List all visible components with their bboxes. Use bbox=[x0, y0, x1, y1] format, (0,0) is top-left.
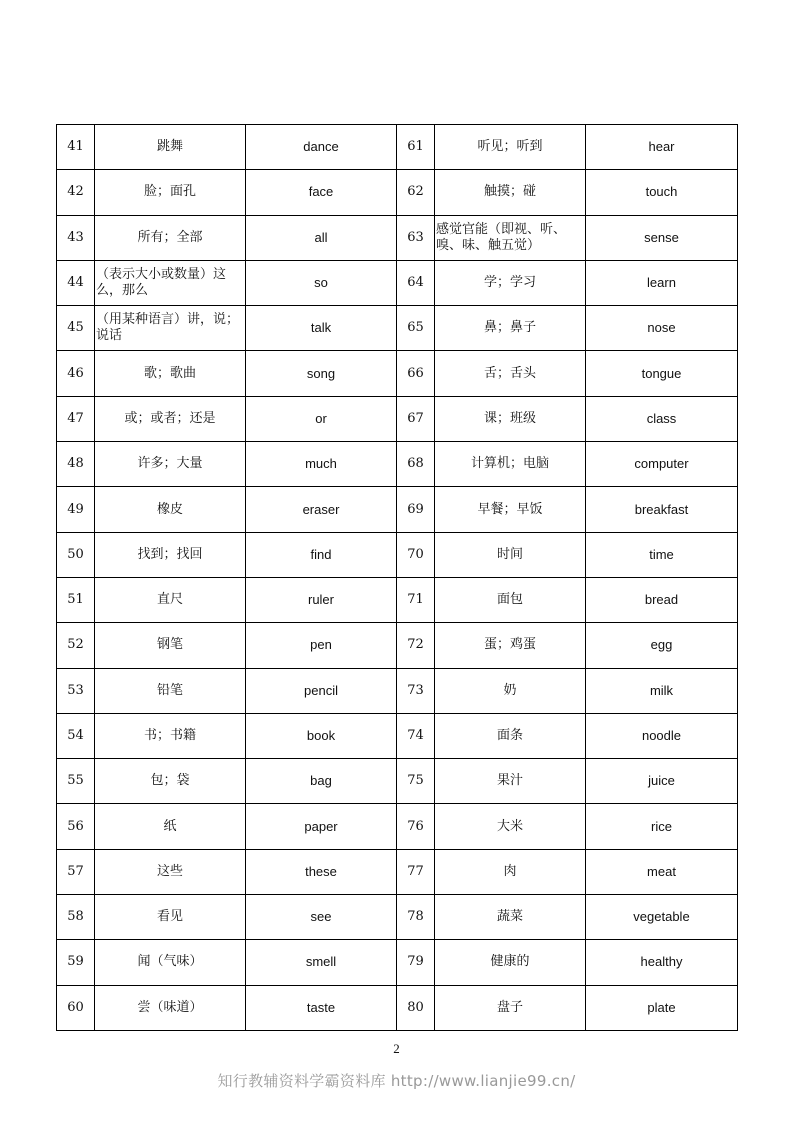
table-row bbox=[57, 940, 738, 985]
chinese-meaning: 奶 bbox=[435, 668, 586, 713]
table-row bbox=[57, 396, 738, 441]
english-word: tongue bbox=[586, 351, 738, 396]
chinese-meaning: 课；班级 bbox=[435, 396, 586, 441]
table-row bbox=[57, 577, 738, 622]
entry-number: 42 bbox=[57, 170, 95, 215]
table-row bbox=[57, 260, 738, 305]
english-word: plate bbox=[586, 985, 738, 1030]
table-row bbox=[57, 668, 738, 713]
chinese-meaning: 跳舞 bbox=[95, 125, 246, 170]
chinese-meaning: 橡皮 bbox=[95, 487, 246, 532]
chinese-meaning: （表示大小或数量）这么，那么 bbox=[95, 260, 246, 305]
chinese-meaning: 肉 bbox=[435, 849, 586, 894]
entry-number: 64 bbox=[397, 260, 435, 305]
vocabulary-table bbox=[56, 124, 738, 1031]
chinese-meaning: 听见；听到 bbox=[435, 125, 586, 170]
entry-number: 76 bbox=[397, 804, 435, 849]
entry-number: 71 bbox=[397, 577, 435, 622]
entry-number: 70 bbox=[397, 532, 435, 577]
english-word: so bbox=[246, 260, 397, 305]
chinese-meaning: 面包 bbox=[435, 577, 586, 622]
entry-number: 46 bbox=[57, 351, 95, 396]
chinese-meaning: 许多；大量 bbox=[95, 442, 246, 487]
entry-number: 55 bbox=[57, 759, 95, 804]
english-word: juice bbox=[586, 759, 738, 804]
table-row bbox=[57, 804, 738, 849]
chinese-meaning: 舌；舌头 bbox=[435, 351, 586, 396]
chinese-meaning: 健康的 bbox=[435, 940, 586, 985]
entry-number: 47 bbox=[57, 396, 95, 441]
chinese-meaning: 蛋；鸡蛋 bbox=[435, 623, 586, 668]
table-row bbox=[57, 306, 738, 351]
english-word: egg bbox=[586, 623, 738, 668]
english-word: much bbox=[246, 442, 397, 487]
english-word: eraser bbox=[246, 487, 397, 532]
chinese-meaning: 包；袋 bbox=[95, 759, 246, 804]
entry-number: 68 bbox=[397, 442, 435, 487]
entry-number: 53 bbox=[57, 668, 95, 713]
chinese-meaning: 早餐；早饭 bbox=[435, 487, 586, 532]
entry-number: 72 bbox=[397, 623, 435, 668]
english-word: see bbox=[246, 895, 397, 940]
entry-number: 62 bbox=[397, 170, 435, 215]
footer-watermark: 知行教辅资料学霸资料库 http://www.lianjie99.cn/ bbox=[217, 1072, 576, 1090]
vocabulary-table-body bbox=[57, 125, 738, 1031]
english-word: pen bbox=[246, 623, 397, 668]
english-word: ruler bbox=[246, 577, 397, 622]
chinese-meaning: 闻（气味） bbox=[95, 940, 246, 985]
entry-number: 66 bbox=[397, 351, 435, 396]
english-word: all bbox=[246, 215, 397, 260]
entry-number: 48 bbox=[57, 442, 95, 487]
entry-number: 54 bbox=[57, 713, 95, 758]
entry-number: 49 bbox=[57, 487, 95, 532]
chinese-meaning: 盘子 bbox=[435, 985, 586, 1030]
english-word: learn bbox=[586, 260, 738, 305]
english-word: noodle bbox=[586, 713, 738, 758]
entry-number: 44 bbox=[57, 260, 95, 305]
english-word: time bbox=[586, 532, 738, 577]
table-row bbox=[57, 215, 738, 260]
english-word: paper bbox=[246, 804, 397, 849]
chinese-meaning: 书；书籍 bbox=[95, 713, 246, 758]
english-word: vegetable bbox=[586, 895, 738, 940]
chinese-meaning: 面条 bbox=[435, 713, 586, 758]
chinese-meaning: 尝（味道） bbox=[95, 985, 246, 1030]
english-word: or bbox=[246, 396, 397, 441]
entry-number: 63 bbox=[397, 215, 435, 260]
entry-number: 74 bbox=[397, 713, 435, 758]
english-word: class bbox=[586, 396, 738, 441]
chinese-meaning: 感觉官能（即视、听、嗅、味、触五觉） bbox=[435, 215, 586, 260]
chinese-meaning: 纸 bbox=[95, 804, 246, 849]
english-word: breakfast bbox=[586, 487, 738, 532]
english-word: book bbox=[246, 713, 397, 758]
entry-number: 73 bbox=[397, 668, 435, 713]
entry-number: 60 bbox=[57, 985, 95, 1030]
table-row bbox=[57, 442, 738, 487]
table-row bbox=[57, 849, 738, 894]
chinese-meaning: 计算机；电脑 bbox=[435, 442, 586, 487]
english-word: find bbox=[246, 532, 397, 577]
chinese-meaning: 直尺 bbox=[95, 577, 246, 622]
page-number: 2 bbox=[393, 1041, 400, 1056]
chinese-meaning: 脸；面孔 bbox=[95, 170, 246, 215]
entry-number: 79 bbox=[397, 940, 435, 985]
entry-number: 41 bbox=[57, 125, 95, 170]
chinese-meaning: 时间 bbox=[435, 532, 586, 577]
chinese-meaning: 找到；找回 bbox=[95, 532, 246, 577]
chinese-meaning: 大米 bbox=[435, 804, 586, 849]
entry-number: 69 bbox=[397, 487, 435, 532]
table-row bbox=[57, 713, 738, 758]
english-word: bread bbox=[586, 577, 738, 622]
entry-number: 65 bbox=[397, 306, 435, 351]
english-word: these bbox=[246, 849, 397, 894]
english-word: rice bbox=[586, 804, 738, 849]
chinese-meaning: 或；或者；还是 bbox=[95, 396, 246, 441]
chinese-meaning: 钢笔 bbox=[95, 623, 246, 668]
entry-number: 75 bbox=[397, 759, 435, 804]
entry-number: 59 bbox=[57, 940, 95, 985]
entry-number: 43 bbox=[57, 215, 95, 260]
chinese-meaning: 鼻；鼻子 bbox=[435, 306, 586, 351]
table-row bbox=[57, 532, 738, 577]
entry-number: 52 bbox=[57, 623, 95, 668]
table-row bbox=[57, 487, 738, 532]
entry-number: 77 bbox=[397, 849, 435, 894]
table-row bbox=[57, 895, 738, 940]
english-word: pencil bbox=[246, 668, 397, 713]
entry-number: 50 bbox=[57, 532, 95, 577]
chinese-meaning: 这些 bbox=[95, 849, 246, 894]
english-word: milk bbox=[586, 668, 738, 713]
english-word: touch bbox=[586, 170, 738, 215]
entry-number: 58 bbox=[57, 895, 95, 940]
english-word: taste bbox=[246, 985, 397, 1030]
entry-number: 57 bbox=[57, 849, 95, 894]
table-row bbox=[57, 985, 738, 1030]
chinese-meaning: 所有；全部 bbox=[95, 215, 246, 260]
english-word: healthy bbox=[586, 940, 738, 985]
chinese-meaning: 学；学习 bbox=[435, 260, 586, 305]
english-word: meat bbox=[586, 849, 738, 894]
english-word: bag bbox=[246, 759, 397, 804]
english-word: dance bbox=[246, 125, 397, 170]
table-row bbox=[57, 759, 738, 804]
chinese-meaning: 铅笔 bbox=[95, 668, 246, 713]
english-word: sense bbox=[586, 215, 738, 260]
chinese-meaning: 果汁 bbox=[435, 759, 586, 804]
entry-number: 61 bbox=[397, 125, 435, 170]
english-word: hear bbox=[586, 125, 738, 170]
chinese-meaning: 蔬菜 bbox=[435, 895, 586, 940]
chinese-meaning: 触摸；碰 bbox=[435, 170, 586, 215]
table-row bbox=[57, 351, 738, 396]
chinese-meaning: （用某种语言）讲，说；说话 bbox=[95, 306, 246, 351]
entry-number: 51 bbox=[57, 577, 95, 622]
entry-number: 80 bbox=[397, 985, 435, 1030]
english-word: nose bbox=[586, 306, 738, 351]
english-word: talk bbox=[246, 306, 397, 351]
english-word: song bbox=[246, 351, 397, 396]
english-word: face bbox=[246, 170, 397, 215]
table-row bbox=[57, 623, 738, 668]
entry-number: 45 bbox=[57, 306, 95, 351]
chinese-meaning: 歌；歌曲 bbox=[95, 351, 246, 396]
entry-number: 67 bbox=[397, 396, 435, 441]
entry-number: 56 bbox=[57, 804, 95, 849]
table-row bbox=[57, 170, 738, 215]
table-row bbox=[57, 125, 738, 170]
english-word: computer bbox=[586, 442, 738, 487]
entry-number: 78 bbox=[397, 895, 435, 940]
chinese-meaning: 看见 bbox=[95, 895, 246, 940]
english-word: smell bbox=[246, 940, 397, 985]
